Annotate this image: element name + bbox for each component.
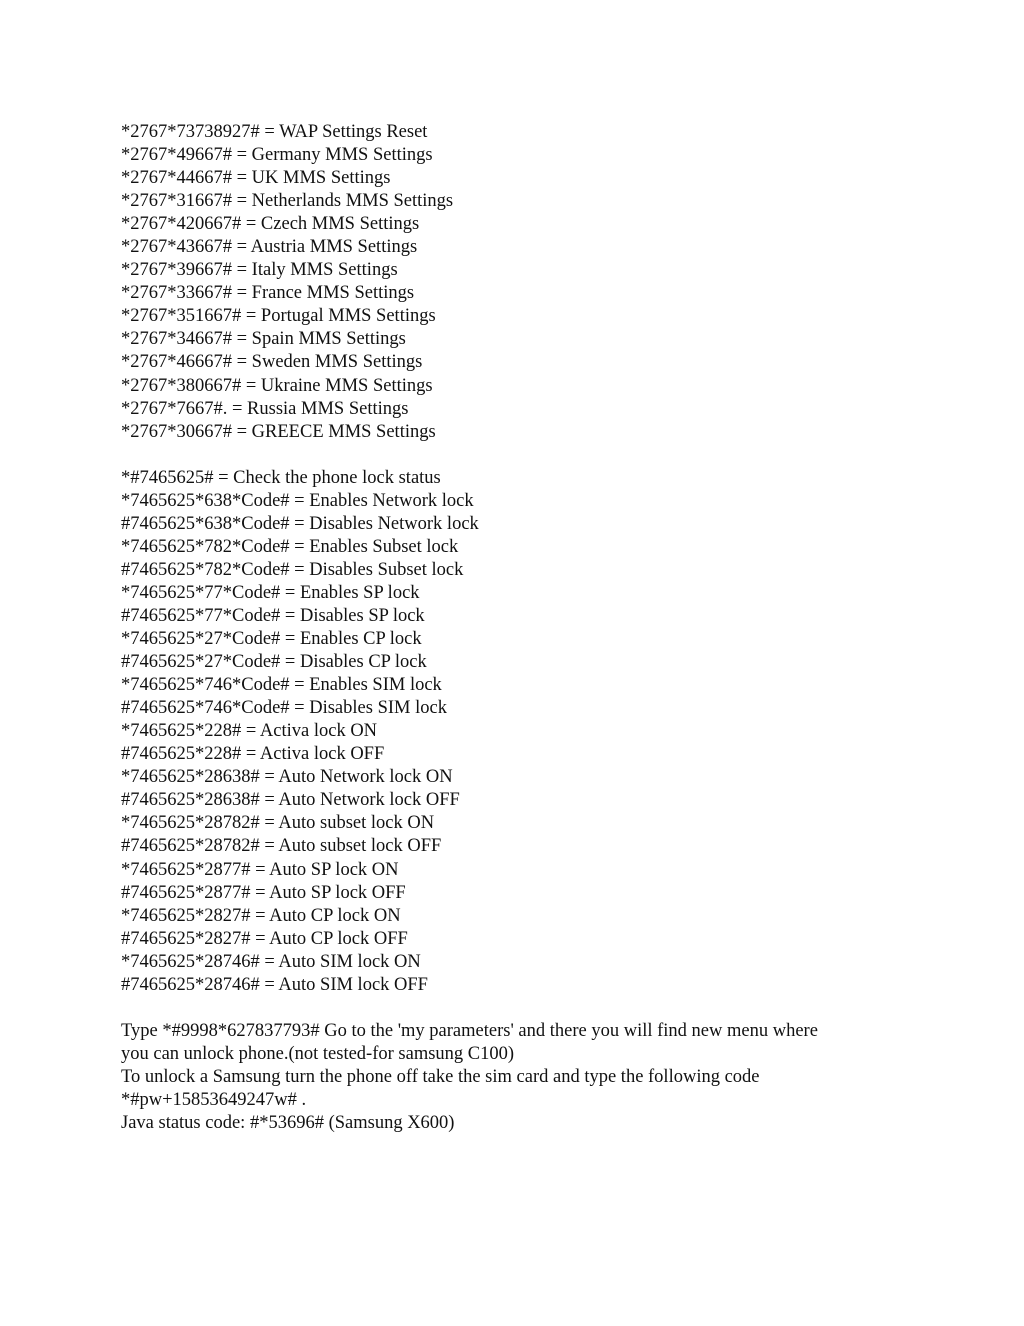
code-line: *7465625*228# = Activa lock ON bbox=[121, 721, 378, 742]
code-line: *7465625*782*Code# = Enables Subset lock bbox=[121, 536, 459, 557]
code-line: *2767*49667# = Germany MMS Settings bbox=[121, 145, 433, 166]
code-line: #7465625*28746# = Auto SIM lock OFF bbox=[121, 974, 428, 995]
code-line: *2767*33667# = France MMS Settings bbox=[121, 283, 415, 304]
note-line: you can unlock phone.(not tested-for samsung C100) bbox=[121, 1043, 515, 1064]
unlock-notes bbox=[121, 1020, 911, 1135]
code-line: *2767*380667# = Ukraine MMS Settings bbox=[121, 375, 433, 396]
code-line: *2767*30667# = GREECE MMS Settings bbox=[121, 421, 436, 442]
code-line: *2767*44667# = UK MMS Settings bbox=[121, 168, 391, 189]
code-line: *2767*31667# = Netherlands MMS Settings bbox=[121, 191, 454, 212]
paragraph-gap bbox=[121, 444, 911, 467]
mms-settings-codes bbox=[121, 121, 911, 444]
paragraph-gap bbox=[121, 997, 911, 1020]
code-line: *7465625*2827# = Auto CP lock ON bbox=[121, 905, 401, 926]
code-line: #7465625*638*Code# = Disables Network lock bbox=[121, 513, 479, 534]
note-line: *#pw+15853649247w# . bbox=[121, 1089, 307, 1110]
code-line: #7465625*28638# = Auto Network lock OFF bbox=[121, 790, 460, 811]
code-line: *7465625*28638# = Auto Network lock ON bbox=[121, 767, 453, 788]
code-line: *7465625*28782# = Auto subset lock ON bbox=[121, 813, 435, 834]
code-line: *7465625*746*Code# = Enables SIM lock bbox=[121, 675, 442, 696]
document-page bbox=[121, 121, 911, 1135]
note-line: To unlock a Samsung turn the phone off take the sim card and type the following code bbox=[121, 1066, 760, 1087]
code-line: *#7465625# = Check the phone lock status bbox=[121, 467, 441, 488]
code-line: #7465625*228# = Activa lock OFF bbox=[121, 744, 385, 765]
note-line: Java status code: #*53696# (Samsung X600) bbox=[121, 1113, 455, 1134]
code-line: *2767*39667# = Italy MMS Settings bbox=[121, 260, 398, 281]
code-line: #7465625*782*Code# = Disables Subset lock bbox=[121, 559, 464, 580]
code-line: #7465625*28782# = Auto subset lock OFF bbox=[121, 836, 442, 857]
code-line: *7465625*77*Code# = Enables SP lock bbox=[121, 582, 420, 603]
code-line: *2767*43667# = Austria MMS Settings bbox=[121, 237, 418, 258]
code-line: *2767*7667#. = Russia MMS Settings bbox=[121, 398, 409, 419]
code-line: #7465625*2827# = Auto CP lock OFF bbox=[121, 928, 408, 949]
code-line: *2767*73738927# = WAP Settings Reset bbox=[121, 122, 428, 142]
code-line: *2767*351667# = Portugal MMS Settings bbox=[121, 306, 436, 327]
code-line: *2767*34667# = Spain MMS Settings bbox=[121, 329, 406, 350]
code-line: #7465625*746*Code# = Disables SIM lock bbox=[121, 698, 447, 719]
code-line: *2767*46667# = Sweden MMS Settings bbox=[121, 352, 423, 373]
code-line: *7465625*27*Code# = Enables CP lock bbox=[121, 629, 422, 650]
lock-codes bbox=[121, 467, 911, 997]
code-line: #7465625*77*Code# = Disables SP lock bbox=[121, 605, 425, 626]
code-line: #7465625*27*Code# = Disables CP lock bbox=[121, 652, 427, 673]
code-line: *7465625*2877# = Auto SP lock ON bbox=[121, 859, 399, 880]
code-line: *7465625*638*Code# = Enables Network lock bbox=[121, 490, 474, 511]
code-line: #7465625*2877# = Auto SP lock OFF bbox=[121, 882, 406, 903]
code-line: *7465625*28746# = Auto SIM lock ON bbox=[121, 951, 421, 972]
note-line: Type *#9998*627837793# Go to the 'my parameters' and there you will find new menu where bbox=[121, 1020, 818, 1041]
code-line: *2767*420667# = Czech MMS Settings bbox=[121, 214, 420, 235]
